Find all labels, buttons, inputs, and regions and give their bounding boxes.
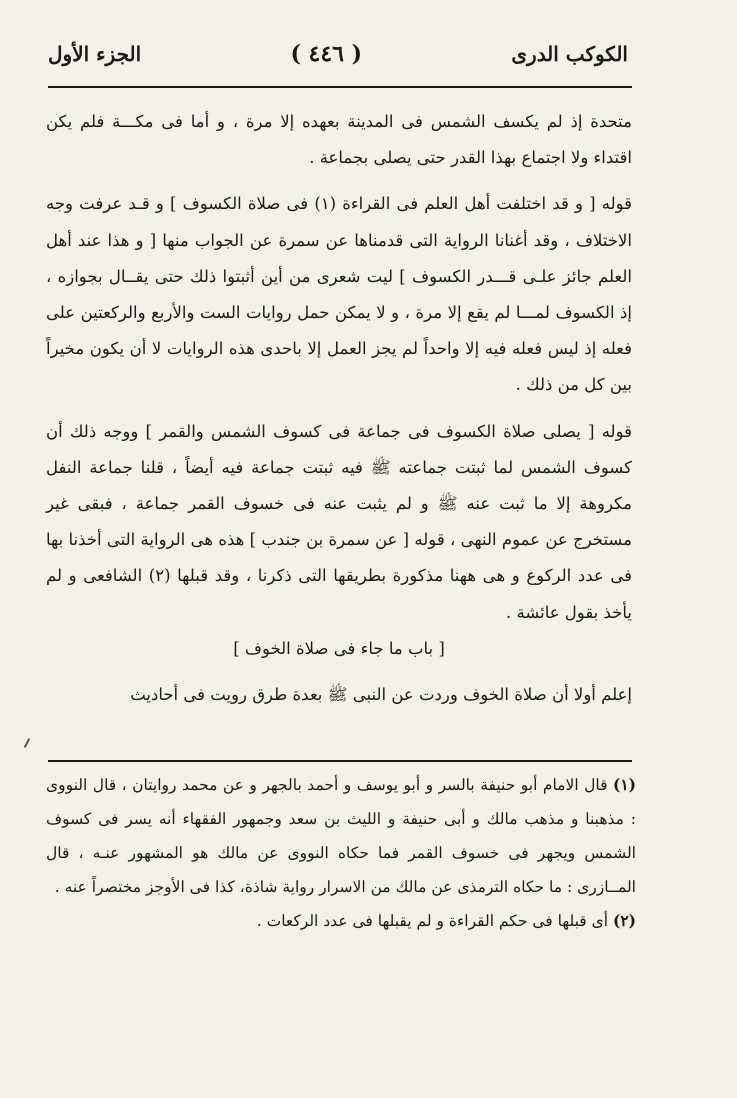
footnote-text: أى قبلها فى حكم القراءة و لم يقبلها فى عدد الركعات . <box>256 912 609 930</box>
footnote-marker: (١) <box>612 775 636 794</box>
paragraph: قوله [ يصلى صلاة الكسوف فى جماعة فى كسوف الشمس والقمر ] ووجه ذلك أن كسوف الشمس لما ثبتت جماعته ﷺ فيه ثبتت جماعة فيه أيضاً ، قلنا جماعة النفل مكروهة إلا ما ثبت عنه ﷺ و لم يثبت عنه فى خسوف القمر جماعة ، فبقى غير مستخرج عن عموم النهى ، قوله [ عن سمرة بن جندب ] هذه هى الرواية التى أخذنا بها فى عدد الركوع و هى ههنا مذكورة بطريقها التى ذكرنا ، وقد قبلها (٢) الشافعى و لم يأخذ بقول عائشة . <box>46 421 632 622</box>
paragraph: قوله [ و قد اختلفت أهل العلم فى القراءة (١) فى صلاة الكسوف ] و قـد عرفت وجه الاختلاف ، وقد أغنانا الرواية التى قدمناها عن سمرة عن الجواب منها [ و هذا عند أهل العلم جائز علـى قـــدر الكسوف ] ليت شعرى من أين أثبتوا ذلك حتى يقــال بجوازه ، إذ الكسوف لمـــا لم يقع إلا مرة ، و لا يمكن حمل روايات الست والأربع والركعتين على فعله إذ ليس فعله فيه إلا واحداً لم يجز العمل إلا باحدى هذه الروايات لا أن يكون مخيراً بين كل من ذلك . <box>46 194 633 395</box>
page-number: ( ٤٤٦ ) <box>290 41 363 67</box>
running-header <box>48 34 628 74</box>
chapter-heading: [ باب ما جاء فى صلاة الخوف ] <box>233 638 445 658</box>
book-title: الكوكب الدرى <box>511 42 628 66</box>
footnote-text: قال الامام أبو حنيفة بالسر و أبو يوسف و أحمد بالجهر و عن محمد روايتان ، قال النووى : مذهبنا و مذهب مالك و أبى حنيفة و الليث بن سعد وجمهور الفقهاء أنه يسر فى كسوف الشمس ويجهر فى خسوف القمر فما حكاه النووى عن مالك هو المشهور عنـه ، قال المــازرى : ما حكاه الترمذى عن مالك من الاسرار رواية شاذة، كذا فى الأوجز مختصراً عنه . <box>46 776 636 896</box>
paragraph: متحدة إذ لم يكسف الشمس فى المدينة بعهده إلا مرة ، و أما فى مكـــة فلم يكن اقتداء ولا اجتماع بهذا القدر حتى يصلى بجماعة . <box>46 112 632 168</box>
margin-mark <box>24 738 30 748</box>
footnote-1 <box>46 768 636 904</box>
footnote-2 <box>46 904 636 938</box>
paragraph: إعلم أولا أن صلاة الخوف وردت عن النبى ﷺ بعدة طرق رويت فى أحاديث <box>130 685 632 705</box>
footnotes <box>46 768 636 938</box>
volume-label: الجزء الأول <box>48 42 142 66</box>
header-rule <box>48 86 632 88</box>
footnote-rule <box>48 760 632 762</box>
main-text <box>46 104 632 713</box>
footnote-marker: (٢) <box>612 911 636 930</box>
